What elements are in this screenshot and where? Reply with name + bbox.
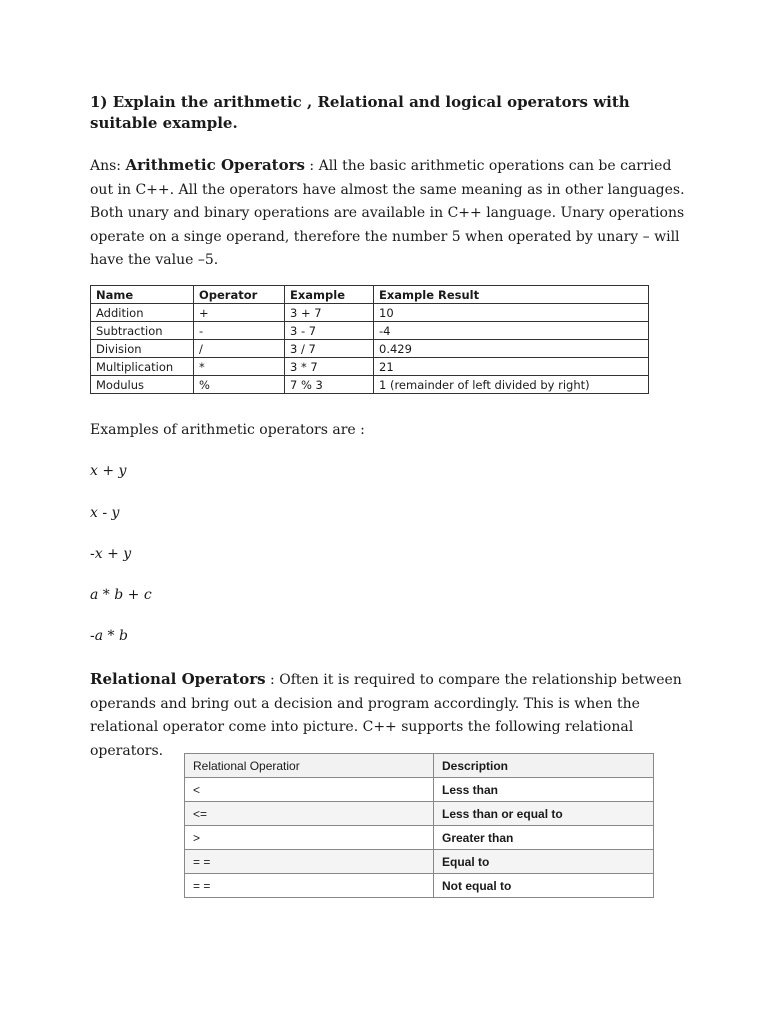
header-cell: Name [91,286,194,304]
cell-operator: / [194,340,285,358]
cell-result: 0.429 [374,340,649,358]
example-expression: a * b + c [90,587,152,603]
cell-example: 7 % 3 [285,376,374,394]
table-row [185,850,654,874]
cell-name: Subtraction [91,322,194,340]
example-expression: x + y [90,463,127,479]
examples-label: Examples of arithmetic operators are : [90,422,365,438]
table-header-row [91,286,649,304]
table-row [91,322,649,340]
header-cell: Operator [194,286,285,304]
table-row [185,778,654,802]
cell-description: Not equal to [434,874,654,898]
example-expression: -a * b [90,628,128,644]
cell-description: Less than or equal to [434,802,654,826]
example-expression: x - y [90,505,120,521]
header-cell: Example Result [374,286,649,304]
cell-name: Addition [91,304,194,322]
table-row [91,376,649,394]
table-row [185,874,654,898]
cell-result: 21 [374,358,649,376]
relational-operators-table [184,753,654,898]
cell-name: Modulus [91,376,194,394]
cell-name: Multiplication [91,358,194,376]
cell-example: 3 + 7 [285,304,374,322]
cell-example: 3 - 7 [285,322,374,340]
relational-body: : Often it is required to compare the relationship between operands and bring out a decision and program accordingly. This is when the relational operator come into picture. C++ supports the following relational operators. [90,672,682,759]
table-header-row [185,754,654,778]
arithmetic-paragraph [90,154,690,273]
cell-result: 1 (remainder of left divided by right) [374,376,649,394]
cell-operator: + [194,304,285,322]
cell-operator: - [194,322,285,340]
cell-operator: < [185,778,434,802]
cell-operator: <= [185,802,434,826]
cell-result: -4 [374,322,649,340]
answer-prefix: Ans: [90,158,126,174]
header-cell: Example [285,286,374,304]
cell-description: Equal to [434,850,654,874]
table-row [91,358,649,376]
arithmetic-heading: Arithmetic Operators [125,156,305,174]
cell-description: Greater than [434,826,654,850]
cell-example: 3 * 7 [285,358,374,376]
arithmetic-body: : All the basic arithmetic operations can be carried out in C++. All the operators have almost the same meaning as in other languages. Both unary and binary operations are available in C++ language. Unary operations operate on a singe operand, therefore the number 5 when operated by unary – will have the value –5. [90,158,685,268]
question-heading: 1) Explain the arithmetic , Relational and logical operators with suitable example. [90,93,630,132]
table-row [185,802,654,826]
header-cell: Description [434,754,654,778]
cell-result: 10 [374,304,649,322]
table-row [185,826,654,850]
table-row [91,340,649,358]
header-cell: Relational Operatior [185,754,434,778]
cell-operator: % [194,376,285,394]
relational-paragraph [90,668,690,763]
cell-operator: = = [185,850,434,874]
relational-heading: Relational Operators [90,670,266,688]
cell-description: Less than [434,778,654,802]
cell-operator: * [194,358,285,376]
cell-operator: = = [185,874,434,898]
table-row [91,304,649,322]
cell-name: Division [91,340,194,358]
example-expression: -x + y [90,546,132,562]
cell-operator: > [185,826,434,850]
cell-example: 3 / 7 [285,340,374,358]
arithmetic-operators-table [90,285,649,394]
